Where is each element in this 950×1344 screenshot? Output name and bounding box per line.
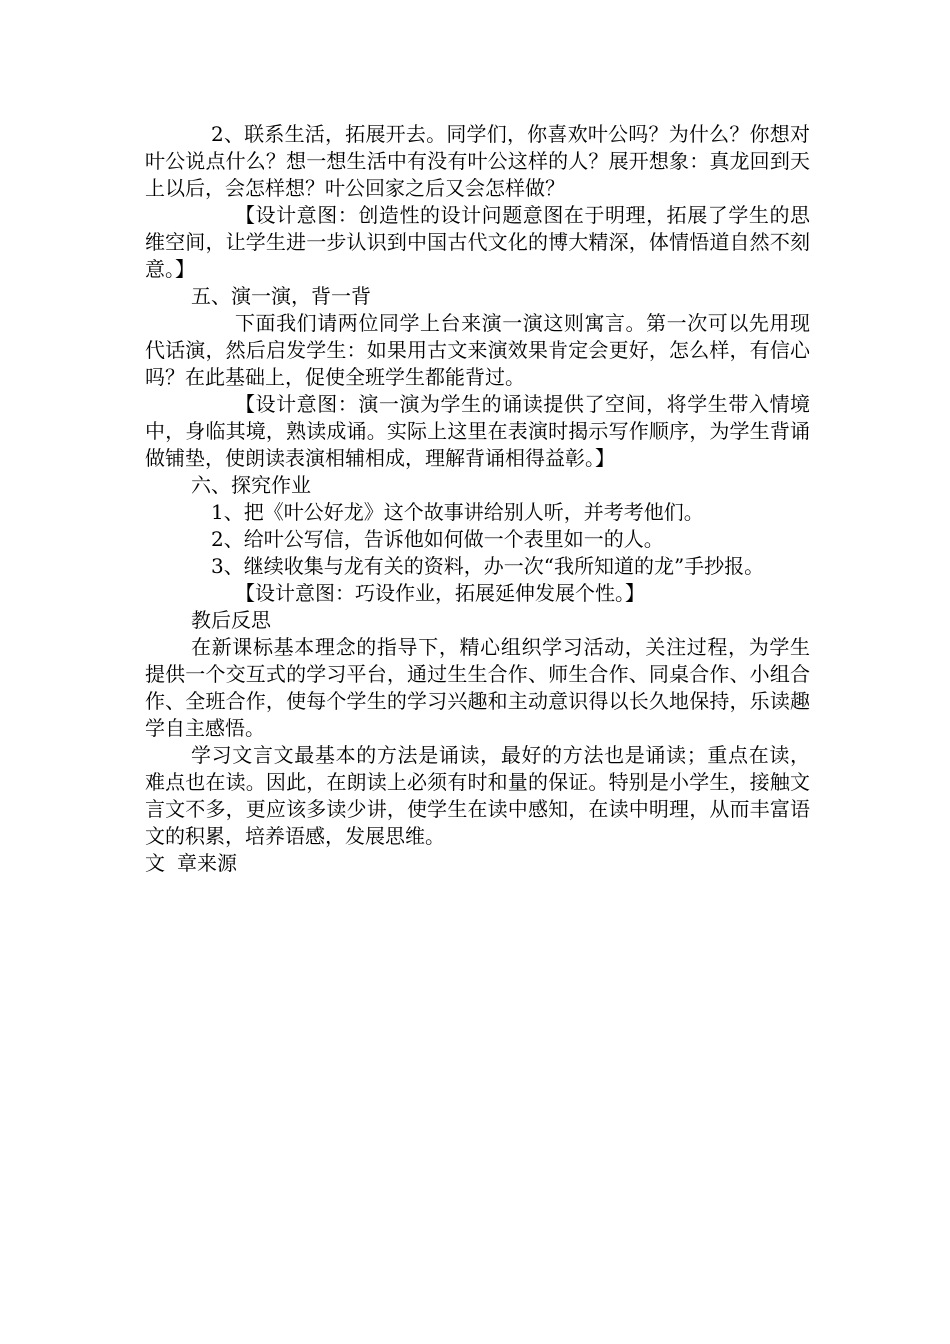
section-heading-five: 五、演一演，背一背 [191,284,371,308]
design-intent-note-3: 【设计意图：巧设作业，拓展延伸发展个性。】 [235,581,645,605]
document-body [145,121,810,877]
paragraph-reflection-1: 在新课标基本理念的指导下，精心组织学习活动，关注过程，为学生提供一个交互式的学习平台，通过生生合作、师生合作、同桌合作、小组合作、全班合作，使每个学生的学习兴趣和主动意识得以长久地保持，乐读趣学自主感悟。 [145,635,810,740]
paragraph-perform: 下面我们请两位同学上台来演一演这则寓言。第一次可以先用现代话演，然后启发学生：如果用古文来演效果肯定会更好，怎么样，有信心吗？在此基础上，促使全班学生都能背过。 [145,311,810,389]
homework-item-1: 1、把《叶公好龙》这个故事讲给别人听，并考考他们。 [211,500,704,524]
homework-item-2: 2、给叶公写信，告诉他如何做一个表里如一的人。 [211,527,664,551]
homework-item-3: 3、继续收集与龙有关的资料，办一次“我所知道的龙”手抄报。 [211,554,765,578]
design-intent-note-2: 【设计意图：演一演为学生的诵读提供了空间，将学生带入情境中，身临其境，熟读成诵。实际上这里在表演时揭示写作顺序，为学生背诵做铺垫，使朗读表演相辅相成，理解背诵相得益彰。】 [145,392,810,470]
article-source-line [145,850,810,877]
section-heading-six: 六、探究作业 [191,473,311,497]
paragraph-life-connection: 2、联系生活，拓展开去。同学们，你喜欢叶公吗？为什么？你想对叶公说点什么？想一想生活中有没有叶公这样的人？展开想象：真龙回到天上以后，会怎样想？叶公回家之后又会怎样做？ [145,122,810,200]
section-heading-reflection: 教后反思 [191,608,271,632]
source-label-b: 章来源 [177,851,237,875]
design-intent-note-1: 【设计意图：创造性的设计问题意图在于明理，拓展了学生的思维空间，让学生进一步认识到中国古代文化的博大精深，体情悟道自然不刻意。】 [145,203,810,281]
paragraph-reflection-2: 学习文言文最基本的方法是诵读，最好的方法也是诵读；重点在读，难点也在读。因此，在朗读上必须有时和量的保证。特别是小学生，接触文言文不多，更应该多读少讲，使学生在读中感知，在读中明理，从而丰富语文的积累，培养语感，发展思维。 [145,743,810,848]
source-label-a: 文 [145,851,165,875]
